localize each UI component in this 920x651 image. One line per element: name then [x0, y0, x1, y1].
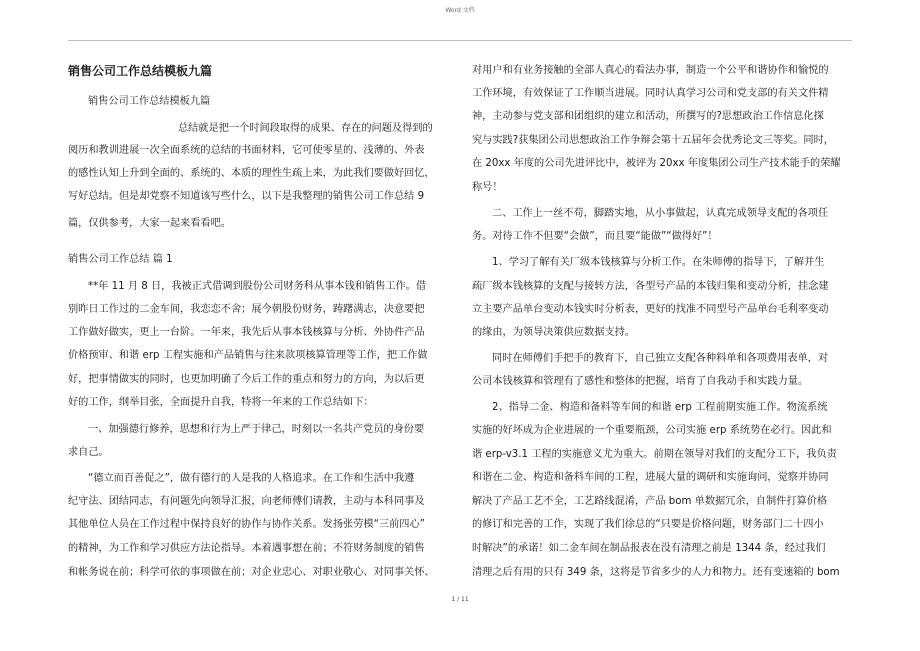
body-line: 对用户和有业务接触的全部人真心的看法办事，制造一个公平和谐协作和愉悦的	[472, 65, 829, 76]
body-line: 二、工作上一丝不苟，脚踏实地，从小事做起，认真完成领导支配的各项任	[492, 208, 829, 219]
subtitle-line: 销售公司工作总结模板九篇	[88, 96, 211, 107]
body-line: 谐 erp-v3.1 工程的实施意义尤为重大。前期在领导对我们的支配分工下，我负责	[472, 449, 837, 460]
body-line: “德立而百善促之”，做有德行的人是我的人格追求。在工作和生活中我遵	[88, 473, 415, 484]
body-line: 务。对待工作不但要“会做”，而且要“能做”“做得好”！	[472, 231, 718, 242]
body-line: 其他单位人员在工作过程中保持良好的协作与协作关系。发扬张劳模“三前四心”	[68, 519, 425, 530]
body-line: 价格预审、和谐 erp 工程实施和产品销售与往来款项核算管理等工作，把工作做	[68, 350, 428, 361]
body-line: 别昨日工作过的二金车间，我恋恋不舍；展今朝股份财务，踌躇满志，决意要把	[68, 304, 425, 315]
header-label: Word 文档	[445, 7, 475, 14]
body-line: 的感性认知上升到全面的、系统的、本质的理性生疏上来，为此我们要做好回忆，	[68, 168, 435, 179]
body-line: 疏厂级本钱核算的支配与接转方法，各型号产品的本钱归集和变动分析，挂念建	[472, 281, 829, 292]
body-line: 究与实践?获集团公司思想政治工作争辩会第十五届年会优秀论文三等奖。同时，	[472, 135, 834, 146]
page-number: 1 / 11	[451, 596, 469, 603]
body-line: 一、加强德行修养，思想和行为上严于律己，时刻以一名共产党员的身份要	[88, 424, 425, 435]
body-line: 同时在师傅们手把手的教育下，自己独立支配各种料单和各项费用表单，对	[492, 353, 829, 364]
body-line: 纪守法、团结同志，有问题先向领导汇报，向老师傅们请教，主动与本科同事及	[68, 496, 425, 507]
body-line: 称号！	[472, 182, 503, 193]
body-line: 和帐务说在前；科学可依的事项做在前；对企业忠心、对职业敬心、对同事关怀、	[68, 567, 435, 578]
body-line: 工作做好做实，更上一台阶。一年来，我先后从事本钱核算与分析、外协件产品	[68, 327, 425, 338]
page-header	[0, 0, 920, 40]
body-line: 清理之后有用的只有 349 条，这将是节省多少的人力和物力。还有变速箱的 bom	[472, 567, 840, 578]
body-line: 实施的好坏成为企业进展的一个重要瓶颈，公司实施 erp 系统势在必行。因此和	[472, 425, 832, 436]
body-line: 神，主动参与党支部和团组织的建立和活动，所撰写的?思想政治工作信息化探	[472, 111, 824, 122]
body-line: 好的工作，纲举目张，全面提升自我，特将一年来的工作总结如下：	[68, 397, 374, 408]
body-line: 的精神，为工作和学习供应方法论指导。本着遇事想在前；不符财务制度的销售	[68, 543, 425, 554]
section-heading: 销售公司工作总结 篇 1	[68, 254, 173, 265]
body-line: 1、学习了解有关厂级本钱核算与分析工作。在朱师傅的指导下，了解并生	[492, 257, 825, 268]
body-line: 篇，仅供参考，大家一起来看看吧。	[68, 218, 231, 229]
body-line: 2、指导二金、构造和备料等车间的和谐 erp 工程前期实施工作。物流系统	[492, 402, 828, 413]
body-line: 公司本钱核算和管理有了感性和整体的把握，培育了自我动手和实践力量。	[472, 376, 809, 387]
header-divider	[68, 40, 852, 41]
body-line: 的缘由，为领导决策供应数据支持。	[472, 327, 635, 338]
body-line: 好，把事情做实的同时，也更加明确了今后工作的重点和努力的方向，为以后更	[68, 374, 425, 385]
body-line: 时解决”的承诺！如二金车间在制品报表在没有清理之前是 1344 条，经过我们	[472, 543, 826, 554]
body-line: 的修订和完善的工作，实现了我们徐总的“只要是价格问题，财务部门二十四小	[472, 519, 824, 530]
body-line: 立主要产品单台变动本钱实时分析表，更好的找准不同型号产品单台毛利率变动	[472, 304, 829, 315]
body-line: 在 20xx 年度的公司先进评比中，被评为 20xx 年度集团公司生产技术能手的荣耀	[472, 158, 841, 169]
document-title: 销售公司工作总结模板九篇	[68, 64, 213, 78]
body-line: 总结就是把一个时间段取得的成果、存在的问题及得到的	[178, 123, 433, 134]
body-line: 解决了产品工艺不全，工艺路线混淆，产品 bom 单数据冗余，自制件打算价格	[472, 496, 828, 507]
body-line: 阅历和教训进展一次全面系统的总结的书面材料，它可使零星的、浅薄的、外表	[68, 145, 425, 156]
body-line: 写好总结。但是却党察不知道该写些什么，以下是我整理的销售公司工作总结 9	[68, 191, 425, 202]
body-line: 求自己。	[68, 447, 109, 458]
body-line: 工作环境，有效保证了工作顺当进展。同时认真学习公司和党支部的有关文件精	[472, 88, 829, 99]
body-line: **年 11 月 8 日，我被正式借调到股份公司财务科从事本钱和销售工作。借	[88, 281, 427, 292]
body-line: 和谐在二金、构造和备料车间的工程，进展大量的调研和实施询问，觉察并协同	[472, 472, 829, 483]
